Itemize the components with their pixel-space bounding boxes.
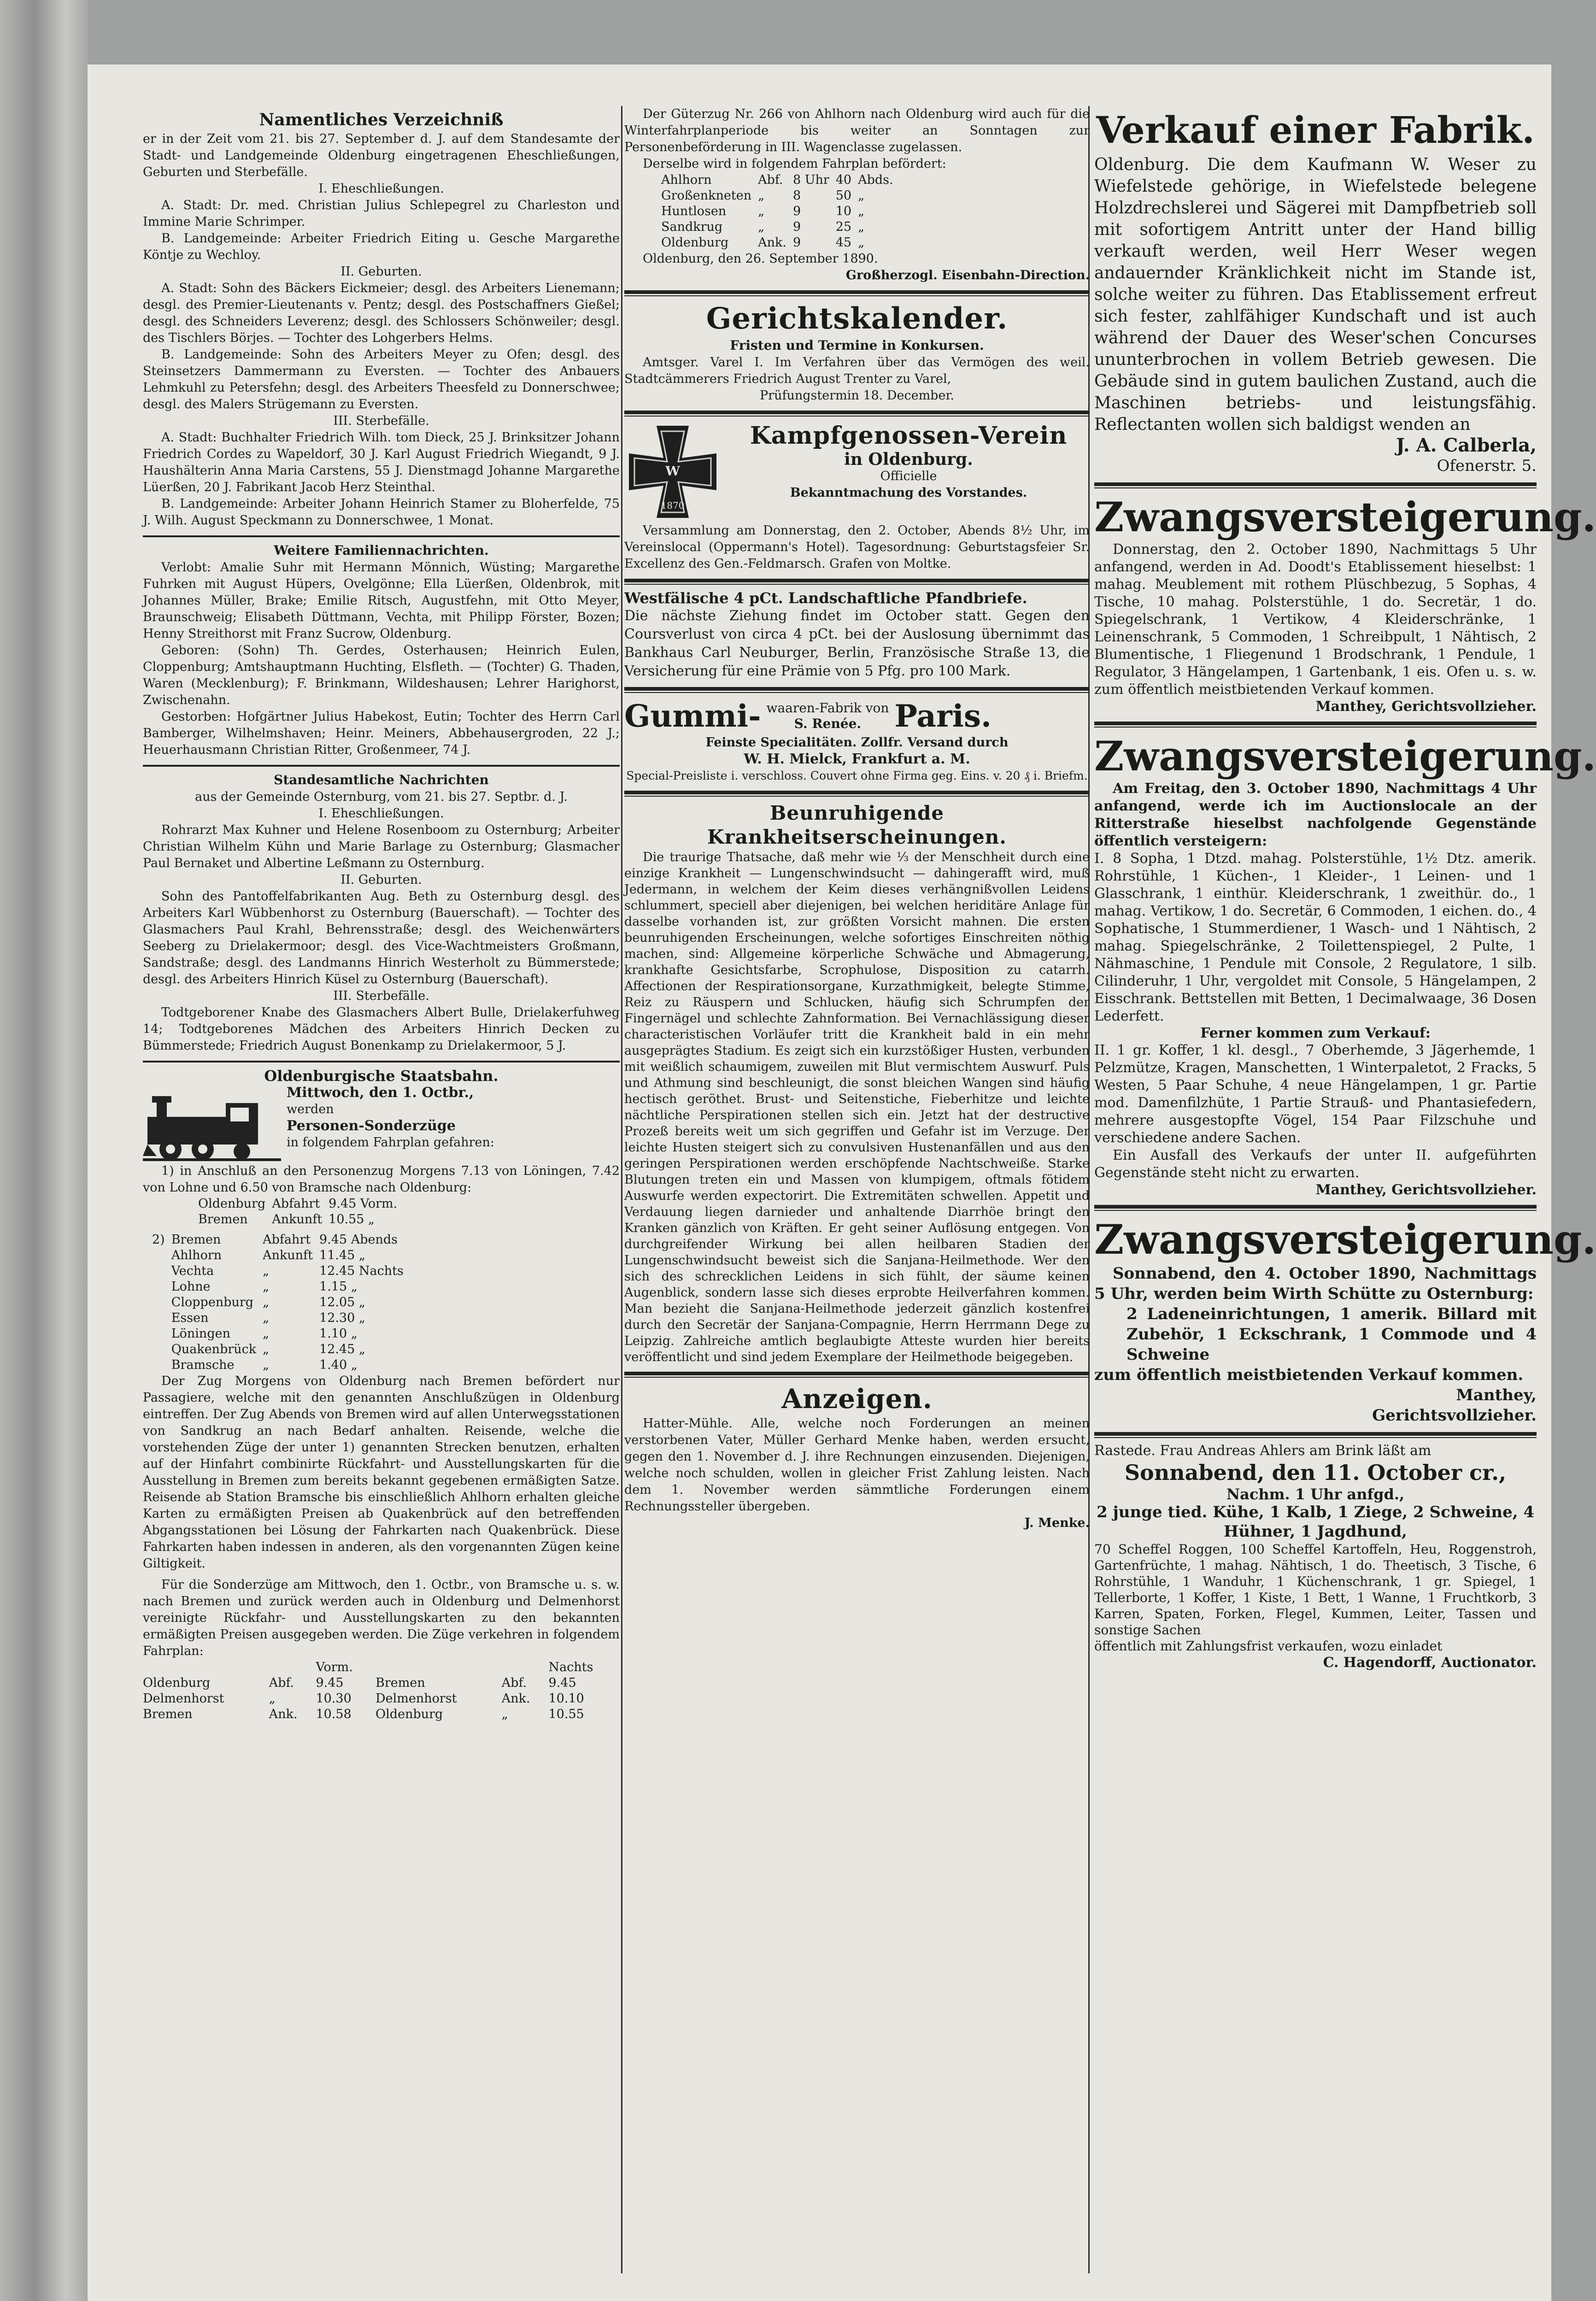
auction-3-items: 2 Ladeneinrichtungen, 1 amerik. Billard mit Zubehör, 1 Eckschrank, 1 Commode und 4 Schweine [1127, 1305, 1537, 1364]
auction-2-signature: Manthey, Gerichtsvollzieher. [1315, 1182, 1537, 1198]
section-heading: III. Sterbefälle. [333, 414, 429, 428]
timetable-cell: 8 [792, 188, 801, 203]
ads-title: Anzeigen. [781, 1383, 933, 1415]
timetable-cell: Vorm. [316, 1660, 353, 1674]
bond-text: Die nächste Ziehung findet im October statt. Gegen den Coursverlust von circa 4 pCt. bei der Auslosung übernimmt das Bankhaus Carl Neuburger, Berlin, Französische Straße 13, die Versicherung für eine Prämie von 5 Pfg. pro 100 Mark. [624, 608, 1090, 679]
iron-cross-icon [624, 421, 721, 522]
timetable-cell: Ank. [501, 1691, 530, 1706]
divider [1094, 482, 1537, 488]
timetable-cell: 9 [792, 204, 801, 218]
timetable-cell: Oldenburg [143, 1676, 211, 1690]
factory-sale-signature: J. A. Calberla, [1396, 434, 1537, 456]
timetable-cell: 9.45 [316, 1676, 344, 1690]
register-entry: A. Stadt: Sohn des Bäckers Eickmeier; desgl. des Arbeiters Lienemann; desgl. des Premier-Lieutenants v. Pentz; desgl. des Postschaffners Gießel; desgl. des Schneiders Leverenz; desgl. des Schlossers Schönweiler; desgl. des Tischlers Börjes. — Tochter des Lohgerbers Helms. [143, 281, 620, 345]
timetable-cell: Essen [171, 1311, 209, 1325]
register-entry: B. Landgemeinde: Arbeiter Johann Heinrich Stamer zu Bloherfelde, 75 J. Wilh. August Speckmann zu Donnerschwee, 1 Monat. [143, 497, 620, 528]
register-entry: Todtgeborener Knabe des Glasmachers Albert Bulle, Drielakerfuhweg 14; Todtgeborenes Mädchen des Arbeiters Hinrich Decken zu Bümmerstede; Friedrich August Bonenkamp zu Drielakermoor, 5 J. [143, 1005, 620, 1053]
rastede-signature: C. Hagendorff, Auctionator. [1323, 1655, 1537, 1671]
svg-text:W: W [665, 464, 680, 479]
timetable-cell: Ankunft [263, 1248, 313, 1262]
register-entry: A. Stadt: Dr. med. Christian Julius Schlepegrel zu Charleston und Immine Marie Schrimper. [143, 198, 620, 229]
timetable-row [152, 1326, 410, 1342]
section-heading: III. Sterbefälle. [333, 989, 429, 1003]
timetable-cell: Delmenhorst [376, 1691, 457, 1706]
timetable-cell: „ [858, 204, 865, 218]
divider [624, 791, 1090, 797]
timetable-cell: Bremen [143, 1707, 193, 1721]
timetable-cell: Ahlhorn [171, 1248, 222, 1262]
timetable-cell: „ [263, 1358, 270, 1372]
timetable-cell: 50 [835, 188, 852, 203]
timetable-cell [502, 1660, 549, 1675]
osternburg-intro: aus der Gemeinde Osternburg, vom 21. bis 27. Septbr. d. J. [195, 790, 568, 804]
family-title: Weitere Familiennachrichten. [274, 543, 489, 558]
veterans-subtitle: in Oldenburg. [844, 450, 973, 469]
auction-2-lead: Am Freitag, den 3. October 1890, Nachmittags 4 Uhr anfangend, werde ich im Auctionslocale an der Ritterstraße hieselbst nachfolgende Gegenstände öffentlich versteigern: [1094, 781, 1537, 849]
rastede-time: Nachm. 1 Uhr anfgd., [1226, 1485, 1405, 1503]
auction-3-end: zum öffentlich meistbietenden Verkauf kommen. [1094, 1366, 1524, 1384]
factory-sale-title: Verkauf einer Fabrik. [1096, 108, 1535, 152]
timetable-cell: „ [263, 1295, 270, 1309]
iron-cross-year: 1870 [661, 500, 685, 511]
rail-werden: werden [287, 1102, 334, 1116]
timetable-cell: 8 Uhr [792, 173, 829, 187]
timetable-cell: Abf. [501, 1676, 527, 1690]
timetable-cell [376, 1660, 502, 1675]
court-title: Gerichtskalender. [706, 301, 1008, 336]
timetable-cell: Ankunft [272, 1212, 323, 1227]
timetable-cell: Bremen [198, 1212, 248, 1227]
rubber-ad-line: Feinste Specialitäten. Zollfr. Versand durch [705, 735, 1009, 750]
rail-timetable-3 [143, 1660, 620, 1722]
divider [624, 579, 1090, 585]
veterans-text: Versammlung am Donnerstag, den 2. October, Abends 8½ Uhr, im Vereinslocal (Oppermann's Hotel). Tagesordnung: Geburtstagsfeier Sr. Excellenz des Gen.-Feldmarsch. Grafen von Moltke. [624, 523, 1090, 571]
timetable-cell: Ank. [269, 1707, 298, 1721]
timetable-cell: 12.30 „ [319, 1311, 365, 1325]
timetable-cell: „ [263, 1280, 270, 1294]
timetable-cell: Großenkneten [661, 188, 752, 203]
timetable-cell: „ [263, 1327, 270, 1341]
timetable-cell: Abfahrt [263, 1233, 311, 1247]
timetable-row [661, 204, 900, 219]
disease-title: Beunruhigende Krankheitserscheinungen. [707, 802, 1007, 848]
timetable-cell: 11.45 „ [319, 1248, 365, 1262]
freight-notice: Derselbe wird in folgendem Fahrplan befördert: [643, 157, 946, 171]
timetable-cell: 25 [835, 220, 852, 234]
auction-2-title: Zwangsversteigerung. [1094, 732, 1596, 780]
auction-2-note: Ein Ausfall des Verkaufs der unter II. aufgeführten Gegenstände steht nicht zu erwarten. [1094, 1147, 1537, 1181]
timetable-cell: 1.10 „ [319, 1327, 358, 1341]
timetable-row [152, 1310, 410, 1326]
auction-2-items-i: I. 8 Sopha, 1 Dtzd. mahag. Polsterstühle, 1½ Dtz. amerik. Rohrstühle, 1 Küchen-, 1 Kleider-, 1 Leinen- und 1 Glasschrank, 1 einthür. Kleiderschrank, 1 zweithür. do., 1 mahag. Vertikow, 1 do. Secretär, 6 Commoden, 1 eichen. do., 4 Sophatische, 1 Stummerdiener, 1 Wasch- und 1 Nähtisch, 2 mahag. Spiegelschränke, 2 Toilettenspiegel, 2 Pulte, 1 Nähmaschine, 1 Pendule mit Console, 2 Regulatore, 1 silb. Cilinderuhr, 1 Uhr, vergoldet mit Console, 5 Hängelampen, 2 Eisschrank. Bettstellen mit Betten, 1 Decimalwaage, 36 Dosen Lederfett. [1094, 851, 1537, 1024]
column-right [1094, 106, 1596, 2283]
freight-notice: Der Güterzug Nr. 266 von Ahlhorn nach Oldenburg wird auch für die Winterfahrplanperiode bis weiter an Sonntagen zur Personenbeförderung in III. Wagenclasse zugelassen. [624, 107, 1090, 154]
section-heading: I. Eheschließungen. [318, 806, 444, 821]
bond-title: Westfälische 4 pCt. Landschaftliche Pfandbriefe. [624, 589, 1027, 607]
rail-header [143, 1085, 620, 1163]
timetable-cell: Abds. [858, 173, 893, 187]
divider [624, 687, 1090, 693]
factory-sale-address: Ofenerstr. 5. [1437, 457, 1537, 475]
timetable-cell [152, 1263, 171, 1279]
auction-3-lead: Sonnabend, den 4. October 1890, Nachmittags 5 Uhr, werden beim Wirth Schütte zu Osternburg: [1094, 1264, 1537, 1303]
timetable-row [143, 1707, 620, 1722]
veterans-announcement: Bekanntmachung des Vorstandes. [790, 486, 1027, 500]
timetable-cell: Nachts [548, 1660, 593, 1674]
timetable-cell [152, 1279, 171, 1295]
divider [624, 1372, 1090, 1378]
rail-route-1: 1) in Anschluß an den Personenzug Morgens 7.13 von Löningen, 7.42 von Lohne und 6.50 von Bramsche nach Oldenburg: [143, 1164, 620, 1195]
divider [1094, 1205, 1537, 1211]
timetable-row [143, 1675, 620, 1691]
register-entry: Rohrarzt Max Kuhner und Helene Rosenboom zu Osternburg; Arbeiter Christian Wilhelm Kühn und Marie Barlage zu Osternburg; Glasmacher Paul Bernaket und Albertine Leßmann zu Osternburg. [143, 823, 620, 870]
auction-2-items-ii: II. 1 gr. Koffer, 1 kl. desgl., 7 Oberhemde, 3 Jägerhemde, 1 Pelzmütze, Kragen, Manschetten, 1 Winterpaletot, 2 Fracks, 5 Westen, 5 Paar Schuhe, 4 neue Hängelampen, 1 gr. Partie mod. Damenfilzhüte, 1 Partie Strauß- und Phantasiefedern, mehrere ausgestopfte Vögel, 154 Paar Filzschuhe und verschiedene andere Sachen. [1094, 1042, 1537, 1146]
timetable-cell: 12.45 „ [319, 1342, 365, 1356]
rail-special: Personen-Sonderzüge [287, 1118, 456, 1134]
timetable-row [152, 1232, 410, 1248]
section-heading: II. Geburten. [340, 264, 422, 279]
column-rule [621, 106, 622, 2273]
timetable-cell: Löningen [171, 1327, 230, 1341]
rubber-ad-name: S. Renée. [794, 716, 862, 731]
divider [143, 1061, 620, 1062]
rastede-items: 70 Scheffel Roggen, 100 Scheffel Kartoffeln, Heu, Roggenstroh, Gartenfrüchte, 1 mahag. Nähtisch, 1 do. Theetisch, 3 Tische, 6 Rohrstühle, 1 Wanduhr, 1 Küchenschrank, 1 gr. Spiegel, 1 Tellerborte, 1 Koffer, 1 Kiste, 1 Bett, 1 Wanne, 1 Fruchtkorb, 3 Karren, Spaten, Forken, Flegel, Kummen, Leiter, Tassen und sonstige Sachen [1094, 1542, 1537, 1638]
rubber-ad-pricelist: Special-Preisliste i. verschloss. Couvert ohne Firma geg. Eins. v. 20 ₰ i. Briefm. [626, 769, 1088, 782]
rail-notes: Der Zug Morgens von Oldenburg nach Bremen befördert nur Passagiere, welche mit den genannten Anschlußzügen in Oldenburg eintreffen. Der Zug Abends von Bremen wird auf allen Unterwegsstationen von Sandkrug an nach Bedarf anhalten. Reisende, welche die vorstehenden Züge der unter 1) genannten Strecken benutzen, erhalten auf der Hinfahrt combinirte Rückfahrt- und Ausstellungskarten für die Ausstellung in Bremen zum bereits bekannt gegebenen ermäßigten Satze. Reisende ab Station Bramsche bis einschließlich Ahlhorn erhalten gleiche Karten zu ermäßigten Preisen ab Quakenbrück auf den betreffenden Abgangsstationen bei Lösung der Fahrkarten nach Quakenbrück. Diese Fahrkarten haben indessen in anderen, als den vorgenannten Zügen keine Giltigkeit. [143, 1374, 620, 1571]
timetable-cell: „ [501, 1707, 508, 1721]
timetable-cell: Vechta [171, 1264, 214, 1278]
timetable-cell [269, 1660, 316, 1675]
timetable-cell: Sandkrug [661, 220, 723, 234]
timetable-row [152, 1279, 410, 1295]
timetable-cell: „ [758, 204, 765, 218]
divider [1094, 722, 1537, 728]
osternburg-title: Standesamtliche Nachrichten [274, 772, 489, 787]
column-middle [624, 106, 1090, 2283]
timetable-cell: Abf. [269, 1676, 294, 1690]
timetable-cell: Huntlosen [661, 204, 727, 218]
timetable-row [661, 235, 900, 251]
timetable-cell: Quakenbrück [171, 1342, 257, 1356]
timetable-cell: Bramsche [171, 1358, 235, 1372]
auction-1-text: Donnerstag, den 2. October 1890, Nachmittags 5 Uhr anfangend, werden in Ad. Doodt's Etablissement hieselbst: 1 mahag. Meublement mit rothem Plüschbezug, 5 Sophas, 4 Tische, 10 mahag. Polsterstühle, 1 do. Secretär, 1 do. Spiegelschrank, 1 Vertikow, 4 Kleiderschränke, 1 Leinenschrank, 5 Commoden, 1 Schreibpult, 1 Nähtisch, 2 Blumentische, 1 Fliegenund 1 Brodschrank, 1 Pendule, 1 Regulator, 3 Hängelampen, 1 Gartenbank, 1 eis. Ofen u. s. w. zum öffentlich meistbietenden Verkauf kommen. [1094, 541, 1537, 698]
divider [143, 765, 620, 767]
timetable-cell: Bremen [376, 1676, 425, 1690]
divider [143, 535, 620, 537]
rail-title: Oldenburgische Staatsbahn. [264, 1067, 499, 1085]
rastede-end: öffentlich mit Zahlungsfrist verkaufen, wozu einladet [1094, 1638, 1443, 1654]
timetable-cell: 40 [835, 173, 852, 187]
timetable-cell: 9.45 Abends [319, 1233, 398, 1247]
divider [624, 290, 1090, 296]
timetable-cell: 1.40 „ [319, 1358, 358, 1372]
timetable-cell: 45 [835, 235, 852, 250]
rail-date: Mittwoch, den 1. Octbr., [287, 1085, 474, 1101]
timetable-cell [143, 1660, 269, 1675]
timetable-cell: 12.45 Nachts [319, 1264, 404, 1278]
timetable-cell: 10.55 „ [329, 1212, 375, 1227]
timetable-cell: Abf. [758, 173, 783, 187]
timetable-cell: 9.45 [548, 1676, 576, 1690]
veterans-header [624, 421, 1090, 522]
auction-1-signature: Manthey, Gerichtsvollzieher. [1315, 699, 1537, 715]
auction-3-signature: Manthey, [1456, 1386, 1537, 1404]
timetable-row [661, 172, 900, 188]
family-entry: Gestorben: Hofgärtner Julius Habekost, Eutin; Tochter des Herrn Carl Bamberger, Wilhelmshaven; Heinr. Meiners, Abbehausergroden, 22 J.; Heuerhausmann Christian Ritter, Großenmeer, 74 J. [143, 710, 620, 757]
timetable-cell [152, 1357, 171, 1373]
book-spine [0, 0, 88, 2301]
timetable-row [152, 1357, 410, 1373]
disease-text: Die traurige Thatsache, daß mehr wie ⅓ der Menschheit durch eine einzige Krankheit — Lungenschwindsucht — dahingerafft wird, muß Jedermann, in welchem der Keim dieses verhängnißvollen Leidens schlummert, speciell aber diejenigen, bei welchen heriditäre Anlage für dasselbe vorhanden ist, zur größten Vorsicht mahnen. Die ersten beunruhigenden Erscheinungen, welche sofortiges Einschreiten nöthig machen, sind: Allgemeine körperliche Schwäche und Abmagerung, krankhafte Gesichtsfarbe, Scrophulose, Disposition zu catarrh. Affectionen der Respirationsorgane, Kurzathmigkeit, belegte Stimme, Reiz zu Räuspern und Schlucken, häufig sich Schrumpfen der Fingernägel und schlechte Zahnformation. Bei Vernachlässigung dieser characteristischen Vorläufer tritt die Krankheit bald in ein mehr ausgeprägtes Stadium. Es zeigt sich ein kurzstößiger Husten, verbunden mit weißlich schaumigem, zuweilen mit Blut vermischtem Auswurf. Puls und Athmung sind beschleunigt, die sonst bleichen Wangen sind häufig hectisch geröthet. Brust- und Seitenstiche, Fieberhitze und leichte nächtliche Perspirationen stellen sich ein. Jetzt hat der destructive Prozeß bereits weit um sich gegriffen und Gefahr ist im Verzuge. Der leichte Husten steigert sich zu convulsiven Hustenanfällen und aus den geringen Perspirationen werden erschöpfende Nachtschweiße. Starke Blutungen treten ein und Massen von klumpigem, oftmals fötidem Auswurfe werden expectorirt. Die Extremitäten schwellen. Appetit und Verdauung liegen darnieder und anhaltende Diarrhöe bringt den Kranken gänzlich von Kräften. Er geht seiner Auflösung entgegen. Von durchgreifender Wirkung bei allen heilbaren Stadien der Lungenschwindsucht beweist sich die Sanjana-Heilmethode. Wer den sich des schrecklichen Leidens in sich fühlt, der säume keinen Augenblick, sondern lasse sich dieses erprobte Heilverfahren kommen. Man bezieht die Sanjana-Heilmethode jederzeit gänzlich kostenfrei durch den Secretär der Sanjana-Compagnie, Herrn Herrmann Dege zu Leipzig. Zahlreiche amtlich beglaubigte Atteste wurden hier bereits veröffentlicht und sind jedem Exemplare der Heilmethode beigegeben. [624, 850, 1090, 1364]
timetable-cell: Lohne [171, 1280, 211, 1294]
timetable-cell: „ [858, 188, 865, 203]
timetable-cell [152, 1342, 171, 1357]
timetable-cell [152, 1248, 171, 1263]
timetable-cell: Delmenhorst [143, 1691, 224, 1706]
timetable-cell: Cloppenburg [171, 1295, 254, 1309]
register-entry: B. Landgemeinde: Arbeiter Friedrich Eiting u. Gesche Margarethe Köntje zu Wechloy. [143, 231, 620, 262]
factory-sale-text: Oldenburg. Die dem Kaufmann W. Weser zu Wiefelstede gehörige, in Wiefelstede belegene Holzdrechslerei und Sägerei mit Dampfbetrieb soll mit sofortigem Antritt unter der Hand billig verkauft werden, weil Herr Weser wegen andauernder Kränklichkeit nicht im Stande ist, solche weiter zu führen. Das Etablissement erfreut sich fester, zahlfähiger Kundschaft und ist auch während der Dauer des Weser'schen Concurses ununterbrochen in vollem Betrieb gewesen. Die Gebäude sind in gutem baulichen Zustand, auch die Maschinen betriebs- und leistungsfähig. Reflectanten wollen sich baldigst wenden an [1094, 155, 1537, 434]
timetable-cell: Ahlhorn [661, 173, 712, 187]
rail-notes: Für die Sonderzüge am Mittwoch, den 1. Octbr., von Bramsche u. s. w. nach Bremen und zurück werden auch in Oldenburg und Delmenhorst vereinigte Rückfahr- und Ausstellungskarten zu den bekannten ermäßigten Preisen ausgegeben werden. Die Züge verkehren in folgendem Fahrplan: [143, 1578, 620, 1658]
timetable-cell: 1.15 „ [319, 1280, 358, 1294]
mill-ad-text: Hatter-Mühle. Alle, welche noch Forderungen an meinen verstorbenen Vater, Müller Gerhard Menke haben, werden ersucht, gegen den 1. November d. J. ihre Rechnungen einzusenden. Diejenigen, welche noch schulden, wollen in gleicher Frist Zahlung leisten. Nach dem 1. November werden sämmtliche Forderungen einem Rechnungssteller übergeben. [624, 1416, 1090, 1514]
timetable-cell [152, 1295, 171, 1310]
timetable-cell: 9.45 Vorm. [329, 1197, 398, 1211]
veterans-title: Kampfgenossen-Verein [750, 422, 1068, 450]
family-entry: Verlobt: Amalie Suhr mit Hermann Mönnich, Wüsting; Margarethe Fuhrken mit August Hüpers, Ovelgönne; Ella Lüerßen, Oldenbrok, mit Johannes Müller, Brake; Emilie Ritsch, Augustfehn, mit Otto Meyer, Braunschweig; Elisabeth Düttmann, Vechta, mit Philipp Förster, Bozen; Henny Streithorst mit Franz Sucrow, Oldenburg. [143, 560, 620, 641]
court-term: Prüfungstermin 18. December. [760, 388, 954, 403]
rastede-date: Sonnabend, den 11. October cr., [1124, 1460, 1507, 1485]
timetable-cell [152, 1310, 171, 1326]
column-left [143, 106, 620, 2283]
timetable-row [152, 1342, 410, 1357]
timetable-cell: Oldenburg [198, 1197, 266, 1211]
rubber-ad-city: Paris. [894, 698, 992, 734]
timetable-cell: „ [858, 220, 865, 234]
timetable-cell: Bremen [171, 1233, 221, 1247]
timetable-row [152, 1263, 410, 1279]
timetable-row [198, 1212, 404, 1227]
timetable-row [152, 1248, 410, 1263]
rubber-ad-word: Gummi- [624, 698, 761, 734]
divider [1094, 1432, 1537, 1438]
timetable-cell: „ [263, 1311, 270, 1325]
register-entry: Sohn des Pantoffelfabrikanten Aug. Beth zu Osternburg desgl. des Arbeiters Karl Wübbenhorst zu Osternburg (Bauerschaft). — Tochter des Glasmachers Paul Krahl, Behrensstraße; desgl. des Weichenwärters Seeberg zu Drielakermoor; desgl. des Vice-Wachtmeisters Großmann, Sandstraße; desgl. des Landmanns Hinrich Westerholt zu Bümmerstede; desgl. des Arbeiters Hinrich Küsel zu Osternburg (Bauerschaft). [143, 889, 620, 986]
timetable-cell: Oldenburg [376, 1707, 443, 1721]
rastede-animals: 2 junge tied. Kühe, 1 Kalb, 1 Ziege, 2 Schweine, 4 Hühner, 1 Jagdhund, [1096, 1503, 1535, 1541]
register-entry: A. Stadt: Buchhalter Friedrich Wilh. tom Dieck, 25 J. Brinksitzer Johann Friedrich Cordes zu Wapeldorf, 30 J. Karl August Friedrich Wiegandt, 9 J. Haushälterin Anna Maria Carstens, 55 J. Dienstmagd Johanne Margarethe Lüerßen, 20 J. Fabrikant Jacob Herz Steinthal. [143, 430, 620, 494]
veterans-official: Officielle [880, 469, 937, 483]
rubber-ad-dealer: W. H. Mielck, Frankfurt a. M. [744, 751, 970, 767]
timetable-cell: „ [263, 1342, 270, 1356]
timetable-cell: 12.05 „ [319, 1295, 365, 1309]
timetable-cell: 9 [792, 235, 801, 250]
timetable-cell: „ [858, 235, 865, 250]
timetable-cell: 10.30 [316, 1691, 352, 1706]
rubber-ad-header [624, 698, 1090, 734]
timetable-cell: 10.55 [548, 1707, 584, 1721]
court-text: Amtsger. Varel I. Im Verfahren über das Vermögen des weil. Stadtcämmerers Friedrich August Trenter zu Varel, [624, 355, 1090, 386]
freight-date: Oldenburg, den 26. September 1890. [643, 252, 878, 266]
timetable-row [661, 219, 900, 235]
timetable-cell: 10.10 [548, 1691, 584, 1706]
timetable-cell: 9 [792, 220, 801, 234]
rubber-ad-factory: waaren-Fabrik von [766, 700, 889, 716]
rail-timetable-2 [152, 1232, 410, 1373]
court-subtitle: Fristen und Termine in Konkursen. [730, 338, 984, 353]
rail-fahrplan: in folgendem Fahrplan gefahren: [287, 1135, 494, 1150]
auction-3-title: Zwangsversteigerung. [1094, 1215, 1596, 1263]
family-entry: Geboren: (Sohn) Th. Gerdes, Osterhausen; Heinrich Eulen, Cloppenburg; Amtshauptmann Huchting, Elsfleth. — (Tochter) G. Thaden, Waren (Mecklenburg); F. Brinkmann, Wildeshausen; Lehrer Harighorst, Zwischenahn. [143, 643, 620, 707]
timetable-row [661, 188, 900, 204]
register-intro: er in der Zeit vom 21. bis 27. September d. J. auf dem Standesamte der Stadt- und Landgemeinde Oldenburg eingetragenen Eheschließungen, Geburten und Sterbefälle. [143, 132, 620, 179]
auction-3-role: Gerichtsvollzieher. [1372, 1406, 1537, 1425]
freight-timetable [661, 172, 900, 251]
register-entry: B. Landgemeinde: Sohn des Arbeiters Meyer zu Ofen; desgl. des Steinsetzers Dammermann zu Eversten. — Tochter des Anbauers Lehmkuhl zu Petersfehn; desgl. des Arbeiters Theesfeld zu Donnerschwee; desgl. des Malers Strügemann zu Eversten. [143, 347, 620, 411]
locomotive-icon [143, 1085, 281, 1163]
timetable-cell: 10 [835, 204, 852, 218]
auction-2-ferner: Ferner kommen zum Verkauf: [1200, 1025, 1431, 1041]
timetable-cell: 2) [152, 1233, 165, 1247]
timetable-row [143, 1691, 620, 1707]
section-heading: I. Eheschließungen. [318, 182, 444, 196]
timetable-cell: Oldenburg [661, 235, 729, 250]
timetable-cell: Ank. [758, 235, 786, 250]
timetable-row [198, 1196, 404, 1212]
timetable-cell [152, 1326, 171, 1342]
newspaper-page [88, 65, 1596, 2301]
mill-ad-signature: J. Menke. [1024, 1516, 1090, 1530]
timetable-cell: „ [758, 188, 765, 203]
timetable-cell: „ [269, 1691, 276, 1706]
timetable-cell: 10.58 [316, 1707, 352, 1721]
auction-1-title: Zwangsversteigerung. [1094, 493, 1596, 541]
timetable-cell: Abfahrt [272, 1197, 320, 1211]
timetable-header-row [143, 1660, 620, 1675]
register-title: Namentliches Verzeichniß [259, 110, 504, 129]
timetable-cell: „ [263, 1264, 270, 1278]
rail-timetable-1 [198, 1196, 404, 1227]
section-heading: II. Geburten. [340, 873, 422, 887]
timetable-cell: „ [758, 220, 765, 234]
rastede-lead: Rastede. Frau Andreas Ahlers am Brink läßt am [1094, 1443, 1432, 1459]
divider [624, 411, 1090, 417]
timetable-row [152, 1295, 410, 1310]
freight-signature: Großherzogl. Eisenbahn-Direction. [845, 268, 1090, 282]
